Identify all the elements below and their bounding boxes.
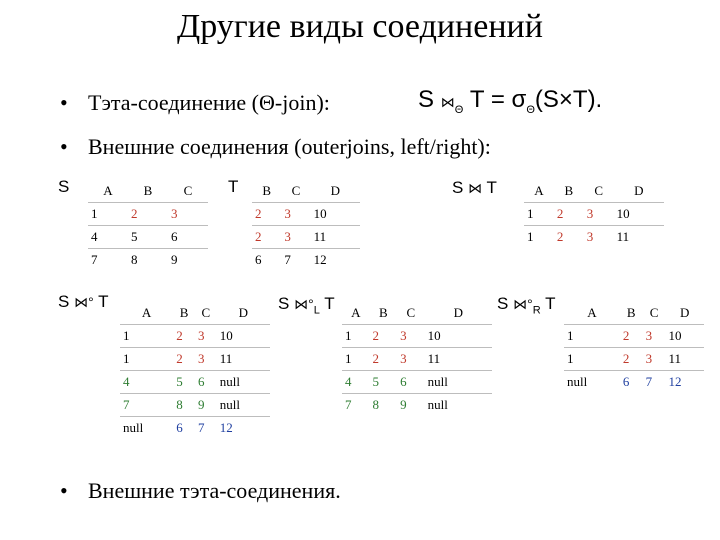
table-left-outer-join <box>342 302 492 416</box>
label-s-part: S <box>58 292 70 311</box>
column-header: C <box>183 183 193 198</box>
table-cell: 3 <box>584 203 614 226</box>
table-s-join-t <box>524 180 664 248</box>
table-cell: 6 <box>195 371 217 394</box>
table-row <box>524 226 664 249</box>
label-full-outer <box>58 292 109 312</box>
column-header: B <box>564 183 574 198</box>
label-s-join-t <box>452 178 497 198</box>
table-cell: 3 <box>195 325 217 348</box>
table-cell: 2 <box>554 226 584 249</box>
table-cell: 7 <box>120 394 173 417</box>
table-row <box>564 371 704 394</box>
table-cell: 2 <box>370 348 398 371</box>
table-cell: 5 <box>173 371 195 394</box>
table-row <box>252 249 360 272</box>
column-header: C <box>649 305 659 320</box>
table-cell: 11 <box>425 348 492 371</box>
table-cell: 11 <box>311 226 360 249</box>
table-row <box>120 348 270 371</box>
formula-product: (S×T). <box>534 86 603 113</box>
outer-joins-text: Внешние соединения (outerjoins, left/right): <box>88 134 491 159</box>
table-cell: null <box>120 417 173 440</box>
table-cell: 6 <box>252 249 281 272</box>
table-row <box>88 249 208 272</box>
table-row <box>120 394 270 417</box>
label-t-part: T <box>545 294 556 313</box>
column-header: B <box>626 305 636 320</box>
table-cell: 2 <box>252 203 281 226</box>
table-row <box>88 203 208 226</box>
slide-title: Другие виды соединений <box>177 8 543 45</box>
table-cell: 1 <box>120 325 173 348</box>
table-cell: 6 <box>397 371 425 394</box>
table-row <box>564 325 704 348</box>
table-header-row <box>564 302 704 325</box>
table-row <box>342 394 492 417</box>
table-cell: 3 <box>281 226 310 249</box>
table-row <box>342 348 492 371</box>
table-cell: 2 <box>620 348 643 371</box>
table-row <box>120 417 270 440</box>
table-cell: 7 <box>195 417 217 440</box>
column-header: D <box>680 305 690 320</box>
table-cell: 2 <box>173 325 195 348</box>
column-header: C <box>291 183 301 198</box>
table-cell: null <box>564 371 620 394</box>
column-header: C <box>406 305 416 320</box>
table-cell: 7 <box>643 371 666 394</box>
table-cell: 8 <box>173 394 195 417</box>
table-cell: 8 <box>128 249 168 272</box>
label-s-part: S <box>497 294 509 313</box>
table-cell: 7 <box>342 394 370 417</box>
table-cell: 10 <box>614 203 664 226</box>
table-cell: 11 <box>614 226 664 249</box>
table-cell: 2 <box>252 226 281 249</box>
table-cell: 5 <box>128 226 168 249</box>
table-cell: 1 <box>564 348 620 371</box>
label-t-part: T <box>324 294 335 313</box>
table-cell: 10 <box>217 325 270 348</box>
formula-t: T <box>469 86 485 113</box>
formula-theta: Θ <box>454 103 464 116</box>
table-cell: 3 <box>281 203 310 226</box>
table-cell: 1 <box>342 348 370 371</box>
formula-sigma-sub: Θ <box>526 103 535 116</box>
outer-join-symbol: ⋈° <box>74 294 94 310</box>
table-cell: 10 <box>666 325 705 348</box>
table-cell: 9 <box>168 249 208 272</box>
table-cell: 8 <box>370 394 398 417</box>
column-header: A <box>534 183 544 198</box>
table-cell: 1 <box>88 203 128 226</box>
column-header: D <box>330 183 340 198</box>
table-header-row <box>88 180 208 203</box>
table-cell: 6 <box>173 417 195 440</box>
formula-eq: = <box>490 86 505 113</box>
table-cell: 3 <box>584 226 614 249</box>
bullet-dot: • <box>60 90 68 115</box>
table-cell: 6 <box>168 226 208 249</box>
table-cell: 4 <box>88 226 128 249</box>
table-cell: 2 <box>173 348 195 371</box>
label-s-part: S <box>278 294 290 313</box>
table-cell: 1 <box>564 325 620 348</box>
column-header: B <box>378 305 388 320</box>
table-cell: null <box>425 394 492 417</box>
table-row <box>252 226 360 249</box>
label-t-part: T <box>98 292 109 311</box>
table-cell: 3 <box>195 348 217 371</box>
bullet-dot: • <box>60 478 68 503</box>
table-cell: 4 <box>342 371 370 394</box>
label-t: T <box>228 177 239 196</box>
table-row <box>342 371 492 394</box>
table-cell: 3 <box>168 203 208 226</box>
table-right-outer-join <box>564 302 704 393</box>
label-right-outer <box>497 294 555 316</box>
table-row <box>120 325 270 348</box>
table-cell: 2 <box>554 203 584 226</box>
join-symbol: ⋈ <box>440 94 455 110</box>
table-t <box>252 180 360 271</box>
table-cell: 7 <box>88 249 128 272</box>
table-row <box>342 325 492 348</box>
table-row <box>252 203 360 226</box>
table-cell: null <box>217 371 270 394</box>
column-header: B <box>262 183 271 198</box>
label-left-outer <box>278 294 335 316</box>
column-header: A <box>103 183 113 198</box>
column-header: C <box>594 183 604 198</box>
table-cell: null <box>425 371 492 394</box>
table-cell: 12 <box>311 249 360 272</box>
column-header: A <box>351 305 361 320</box>
table-header-row <box>524 180 664 203</box>
label-s-part: S <box>452 178 464 197</box>
table-cell: 2 <box>620 325 643 348</box>
outer-join-symbol: ⋈° <box>513 296 533 312</box>
table-cell: 3 <box>643 325 666 348</box>
table-cell: 9 <box>397 394 425 417</box>
table-cell: 1 <box>524 203 554 226</box>
table-row <box>564 348 704 371</box>
column-header: B <box>179 305 189 320</box>
table-cell: 3 <box>397 348 425 371</box>
table-cell: 1 <box>342 325 370 348</box>
table-cell: 11 <box>666 348 705 371</box>
table-header-row <box>120 302 270 325</box>
outer-join-symbol: ⋈° <box>294 296 314 312</box>
label-left-sub: L <box>313 304 320 317</box>
label-s: S <box>58 177 70 196</box>
label-right-sub: R <box>532 304 541 317</box>
table-cell: 11 <box>217 348 270 371</box>
table-cell: 6 <box>620 371 643 394</box>
table-cell: 2 <box>128 203 168 226</box>
table-cell: 12 <box>217 417 270 440</box>
table-row <box>120 371 270 394</box>
table-cell: 1 <box>524 226 554 249</box>
table-header-row <box>252 180 360 203</box>
theta-join-text: Тэта-соединение (Θ-join): <box>88 90 330 115</box>
table-header-row <box>342 302 492 325</box>
label-t-part: T <box>486 178 497 197</box>
table-cell: 4 <box>120 371 173 394</box>
column-header: A <box>141 305 152 320</box>
theta-join-formula <box>418 86 602 116</box>
bullet-theta-join <box>60 90 330 116</box>
bullet-outer-theta <box>60 478 341 504</box>
table-cell: 2 <box>370 325 398 348</box>
table-cell: 10 <box>425 325 492 348</box>
column-header: C <box>201 305 211 320</box>
bullet-dot: • <box>60 134 68 159</box>
table-cell: null <box>217 394 270 417</box>
bullet-outer-joins <box>60 134 491 160</box>
table-row <box>88 226 208 249</box>
formula-s: S <box>418 86 435 113</box>
formula-sigma: σ <box>511 86 527 113</box>
column-header: D <box>634 183 644 198</box>
table-cell: 3 <box>397 325 425 348</box>
join-symbol: ⋈ <box>468 180 483 196</box>
table-cell: 12 <box>666 371 705 394</box>
table-cell: 9 <box>195 394 217 417</box>
table-cell: 7 <box>281 249 310 272</box>
outer-theta-text: Внешние тэта-соединения. <box>88 478 341 503</box>
table-cell: 10 <box>311 203 360 226</box>
table-cell: 1 <box>120 348 173 371</box>
table-row <box>524 203 664 226</box>
table-cell: 5 <box>370 371 398 394</box>
table-s <box>88 180 208 271</box>
column-header: D <box>238 305 249 320</box>
table-full-outer-join <box>120 302 270 439</box>
table-cell: 3 <box>643 348 666 371</box>
column-header: B <box>143 183 153 198</box>
column-header: D <box>453 305 463 320</box>
column-header: A <box>587 305 597 320</box>
